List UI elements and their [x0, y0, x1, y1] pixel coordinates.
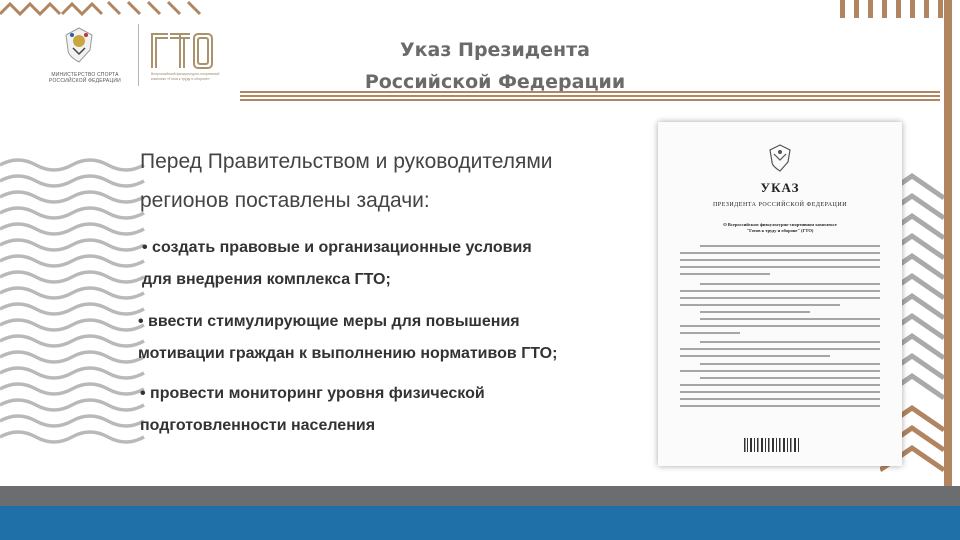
document-heading: УКАЗ [760, 180, 800, 195]
ministry-label: МИНИСТЕРСТВО СПОРТА РОССИЙСКОЙ ФЕДЕРАЦИИ [49, 72, 121, 84]
bullet-incentive-measures [138, 306, 638, 370]
bullet-legal-conditions [142, 232, 622, 296]
intro-line-1: Перед Правительством и руководителями [140, 150, 553, 173]
ministry-emblem-icon [62, 26, 96, 64]
footer-blue-bar [0, 506, 960, 540]
bullet-monitoring [140, 378, 620, 442]
bullet-line: • провести мониторинг уровня физической [140, 385, 485, 402]
page-title [330, 34, 660, 98]
decree-document-image [658, 122, 902, 466]
document-barcode [742, 438, 802, 456]
bullet-line: для внедрения комплекса ГТО; [142, 271, 391, 288]
title-line-2: Российской Федерации [364, 71, 626, 93]
right-edge-bar [944, 0, 952, 486]
document-subheading: ПРЕЗИДЕНТА РОССИЙСКОЙ ФЕДЕРАЦИИ [712, 202, 848, 208]
left-wave-stripes-decoration [0, 155, 150, 445]
bullet-line: • создать правовые и организационные условия [142, 239, 532, 256]
bullet-line: • ввести стимулирующие меры для повышения [138, 313, 520, 330]
title-line-1: Указ Президента [400, 39, 590, 61]
gto-logo-icon [150, 30, 214, 70]
intro-text [140, 142, 640, 220]
document-topic-line-1: О Всероссийском физкультурно-спортивном комплексе [723, 222, 837, 227]
top-left-stripes-decoration [0, 0, 210, 16]
bullet-line: мотивации граждан к выполнению нормативов ГТО; [138, 345, 558, 362]
top-right-stripes-decoration [838, 0, 948, 20]
logo-divider [138, 24, 139, 86]
footer-grey-bar [0, 486, 960, 506]
document-body-text-lines [680, 240, 880, 410]
bullet-line: подготовленности населения [140, 417, 376, 434]
title-underline-decoration [240, 90, 940, 102]
intro-line-2: регионов поставлены задачи: [140, 189, 430, 212]
document-topic-line-2: "Готов к труду и обороне" (ГТО) [746, 228, 814, 233]
coat-of-arms-icon [764, 142, 796, 174]
document-topic [658, 222, 902, 234]
gto-caption: Всероссийский физкультурно-спортивный комплекс «Готов к труду и обороне» [151, 72, 220, 81]
